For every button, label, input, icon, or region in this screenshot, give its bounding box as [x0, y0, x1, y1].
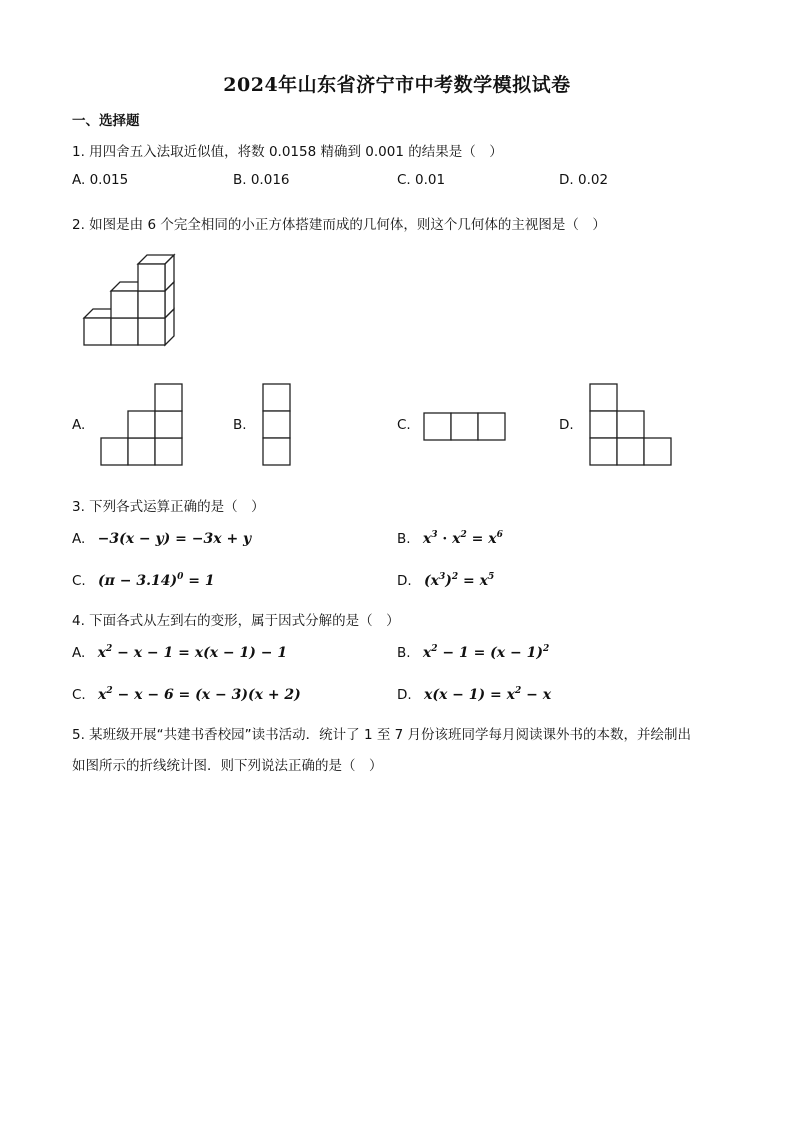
q4-option-d[interactable] — [397, 687, 551, 703]
q2-option-d-figure[interactable] — [589, 382, 675, 468]
question-4-stem: 4. 下面各式从左到右的变形，属于因式分解的是（ ） — [72, 613, 400, 629]
option-label: A. — [72, 531, 86, 547]
expr-term: − x − 6 = (x − 3)(x + 2) — [112, 687, 301, 703]
option-label: D. — [397, 687, 412, 703]
expr-exponent: 2 — [431, 644, 438, 654]
expr-term: = x — [458, 573, 488, 589]
expr-exponent: 0 — [177, 572, 184, 582]
expr-operator: · — [437, 531, 453, 547]
q4-b-expression — [423, 645, 549, 661]
expr-term: x — [422, 645, 432, 661]
question-5-stem-line1: 5. 某班级开展“共建书香校园”读书活动．统计了 1 至 7 月份该班同学每月阅读课外书的本数，并绘制出 — [72, 727, 692, 743]
option-label: B. — [397, 645, 411, 661]
q2-option-d-label[interactable]: D. — [559, 417, 574, 433]
q3-c-expression — [98, 573, 215, 589]
expr-exponent: 2 — [451, 572, 459, 582]
expr-term: ) — [445, 573, 452, 589]
option-label: A. — [72, 645, 86, 661]
expr-term: = 1 — [183, 573, 215, 589]
q1-option-a[interactable]: A. 0.015 — [72, 172, 129, 188]
q2-option-b-figure[interactable] — [262, 382, 294, 468]
q1-option-b[interactable]: B. 0.016 — [233, 172, 290, 188]
option-label: D. — [397, 573, 412, 589]
q3-d-expression — [424, 573, 494, 589]
expr-term: x — [98, 687, 107, 703]
q2-option-a-label[interactable]: A. — [72, 417, 86, 433]
expr-term: = x — [466, 531, 497, 547]
page-title: 2024年山东省济宁市中考数学模拟试卷 — [223, 74, 571, 96]
q3-option-a[interactable] — [72, 531, 251, 547]
q4-option-b[interactable] — [397, 645, 549, 661]
q4-a-expression — [98, 645, 288, 661]
option-label: B. — [397, 531, 411, 547]
expr-exponent: 2 — [543, 644, 550, 654]
q2-option-c-label[interactable]: C. — [397, 417, 411, 433]
expr-term: x — [452, 531, 461, 547]
expr-term: x — [97, 645, 106, 661]
section-heading: 一、选择题 — [72, 113, 140, 129]
q1-option-d[interactable]: D. 0.02 — [559, 172, 609, 188]
question-5-stem-line2: 如图所示的折线统计图．则下列说法正确的是（ ） — [72, 758, 383, 774]
q4-d-expression — [424, 687, 551, 703]
question-3-stem: 3. 下列各式运算正确的是（ ） — [72, 499, 265, 515]
expr-term: − x − 1 = x(x − 1) − 1 — [112, 645, 288, 661]
expr-exponent: 2 — [106, 686, 113, 696]
q1-option-c[interactable]: C. 0.01 — [397, 172, 446, 188]
expr-term: (x — [423, 573, 439, 589]
q3-b-expression — [423, 531, 503, 547]
cube-stack-figure — [80, 248, 185, 352]
q4-option-a[interactable] — [72, 645, 287, 661]
q3-option-d[interactable] — [397, 573, 494, 589]
expr-exponent: 5 — [487, 572, 495, 582]
expr-term: − 1 = (x − 1) — [437, 645, 543, 661]
expr-term: (π − 3.14) — [98, 573, 178, 589]
q4-option-c[interactable] — [72, 687, 301, 703]
expr-exponent: 2 — [460, 530, 467, 540]
q2-option-c-figure[interactable] — [423, 412, 509, 444]
q3-a-expression: −3(x − y) = −3x + y — [97, 531, 252, 547]
expr-exponent: 3 — [438, 572, 446, 582]
expr-exponent: 6 — [496, 530, 503, 540]
option-label: C. — [72, 687, 86, 703]
option-label: C. — [72, 573, 86, 589]
question-2-stem: 2. 如图是由 6 个完全相同的小正方体搭建而成的几何体，则这个几何体的主视图是（ ） — [72, 217, 606, 233]
q3-option-b[interactable] — [397, 531, 503, 547]
q4-c-expression — [98, 687, 301, 703]
expr-exponent: 2 — [514, 686, 522, 696]
q2-option-a-figure[interactable] — [100, 382, 186, 468]
expr-exponent: 2 — [105, 644, 113, 654]
expr-term: − x — [521, 687, 552, 703]
expr-exponent: 3 — [431, 530, 438, 540]
question-1-stem: 1. 用四舍五入法取近似值，将数 0.0158 精确到 0.001 的结果是（ ） — [72, 144, 503, 160]
expr-term: x — [422, 531, 432, 547]
q2-option-b-label[interactable]: B. — [233, 417, 247, 433]
q3-option-c[interactable] — [72, 573, 215, 589]
expr-term: x(x − 1) = x — [423, 687, 515, 703]
